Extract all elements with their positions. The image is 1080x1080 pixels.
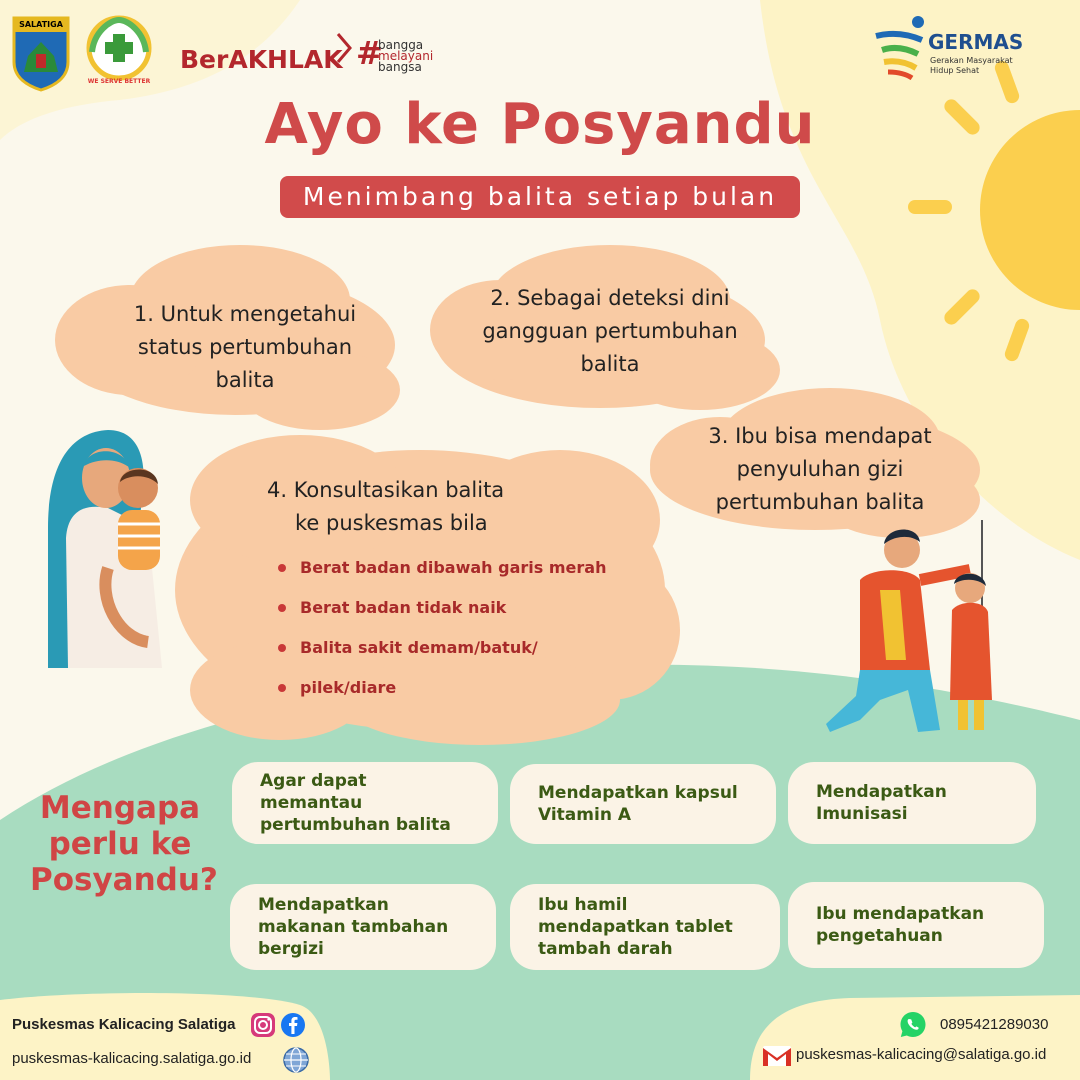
- facebook-icon[interactable]: [280, 1012, 306, 1038]
- benefit-card-vitamin-a: Mendapatkan kapsul Vitamin A: [510, 764, 776, 844]
- why-heading: [30, 790, 218, 898]
- list-item: Berat badan dibawah garis merah: [278, 548, 618, 588]
- chevron-right-icon: [334, 30, 356, 70]
- list-item: Balita sakit demam/batuk/: [278, 628, 618, 668]
- footer-name: Puskesmas Kalicacing Salatiga: [12, 1016, 236, 1033]
- cloud-1-line-2: status pertumbuhan: [137, 335, 353, 359]
- cloud-4-line-1: 4. Konsultasikan balita: [267, 478, 505, 502]
- why-line-3: Posyandu?: [30, 862, 218, 898]
- cloud-4-line-2: ke puskesmas bila: [295, 511, 488, 535]
- cloud-1-text: [85, 298, 405, 397]
- why-line-1: Mengapa: [39, 790, 201, 826]
- puskesmas-logo: [80, 12, 158, 90]
- bangga-line-1: bangga: [378, 38, 424, 52]
- page-title: Ayo ke Posyandu: [264, 92, 816, 157]
- hashtag-symbol: #: [356, 34, 383, 72]
- footer-phone[interactable]: 0895421289030: [940, 1016, 1049, 1033]
- bangga-line-3: bangsa: [378, 60, 422, 74]
- benefit-card-knowledge: Ibu mendapatkan pengetahuan: [788, 882, 1044, 968]
- cloud-1-line-1: 1. Untuk mengetahui: [133, 302, 357, 326]
- benefit-card-food: Mendapatkan makanan tambahan bergizi: [230, 884, 496, 970]
- benefit-card-monitor: Agar dapat memantau pertumbuhan balita: [232, 762, 498, 844]
- condition-list: [278, 548, 618, 708]
- cloud-2-text: [450, 282, 770, 381]
- salatiga-label: SALATIGA: [19, 20, 63, 29]
- footer-website[interactable]: puskesmas-kalicacing.salatiga.go.id: [12, 1050, 252, 1067]
- germas-sub-1: Gerakan Masyarakat: [930, 56, 1013, 65]
- whatsapp-icon[interactable]: [898, 1010, 928, 1040]
- cloud-2-line-3: balita: [580, 352, 640, 376]
- cloud-3-text: [680, 420, 960, 519]
- benefit-card-immunization: Mendapatkan Imunisasi: [788, 762, 1036, 844]
- salatiga-crest-logo: [10, 12, 72, 92]
- germas-title: GERMAS: [928, 30, 1024, 54]
- list-item: pilek/diare: [278, 668, 618, 708]
- puskesmas-tagline: WE SERVE BETTER: [87, 78, 151, 85]
- instagram-icon[interactable]: [250, 1012, 276, 1038]
- why-line-2: perlu ke: [48, 826, 192, 862]
- father-measuring-child-illustration: [820, 520, 1020, 750]
- cloud-2-line-2: gangguan pertumbuhan: [482, 319, 738, 343]
- cloud-3-line-2: penyuluhan gizi: [736, 457, 904, 481]
- gmail-icon[interactable]: [762, 1044, 792, 1068]
- globe-icon: [282, 1046, 310, 1074]
- cloud-2-line-1: 2. Sebagai deteksi dini: [490, 286, 730, 310]
- bangga-line-2: melayani: [378, 49, 434, 63]
- cloud-3-line-3: pertumbuhan balita: [715, 490, 925, 514]
- page-subtitle: Menimbang balita setiap bulan: [280, 176, 800, 218]
- germas-sub-2: Hidup Sehat: [930, 66, 980, 75]
- germas-logo-icon: [872, 14, 932, 80]
- cloud-4-text: [255, 474, 545, 540]
- cloud-3-line-1: 3. Ibu bisa mendapat: [708, 424, 932, 448]
- berakhlak-logo: BerAKHLAK: [180, 45, 343, 74]
- benefit-card-iron-tablet: Ibu hamil mendapatkan tablet tambah darah: [510, 884, 780, 970]
- mother-child-illustration: [38, 428, 188, 668]
- footer-email[interactable]: puskesmas-kalicacing@salatiga.go.id: [796, 1046, 1047, 1063]
- list-item: Berat badan tidak naik: [278, 588, 618, 628]
- cloud-1-line-3: balita: [215, 368, 275, 392]
